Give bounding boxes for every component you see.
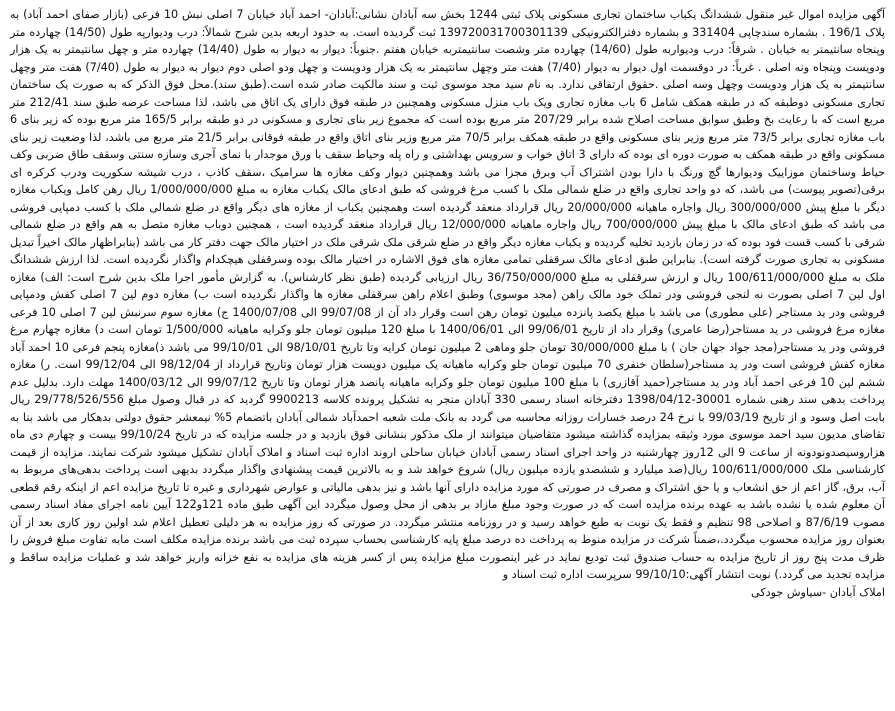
notice-body: آگهی مزایده اموال غیر منقول ششدانگ یکباب ساختمان تجاری مسکونی پلاک ثبتی 1244 بخش سه آبادان نشانی:آبادان- احمد آباد خیابان 7 اصلی نبش 10 فرعی (بازار صفای احمد آباد) به پلاک 196/1 . بشماره سندچاپی 331404 و بشماره دفترالکترونیکی 139720031700301139 ثبت گردیده است. به حدود اربعه بدین شرح شمالاً: درب وديوارپه طول (14/50) چهارده متر وپنجاه سانتیمتر به خیابان . شرقاً: درب وديواربه طول (14/60) چهارده متر وشصت سانتیمتربه خیابان هفتم .جنوباً: ديوار به ديوار به طول (14/40) چهارده متر و چهل سانتیمتر به یک هزار ودویست وپنجاه ونه اصلی . غرباً: در دوقسمت اول ديوار به ديوار (7/40) هفت متر وچهل سانتیمتر به یک هزار ودویست و چهل ودو اصلی دوم ديوار به ديوار به طول (7/40) هفت متر وچهل سانتیمتر به یک هزار ودویست وچهل وسه اصلی .حقوق ارتفاقی ندارد. به نام سید مجد موسوی ثبت و سند مالکیت صادر شده است.(طبق سند).محل فوق الذکر که به صورت یک ساختمان تجاری مسکونی دوطبقه که در طبقه همکف شامل 6 باب مغازه تجاری ویک باب منزل مسکونی وهمچنین در طبقه فوق دارای یک اتاق می باشد، لذا مساحت عرصه طبق سند 212/41 متر مربع است که با رعایت بخ وطبق سوابق مساحت اصلاح شده برابر 207/29 متر مربع بوده است که مجموع زیر بنای تجاری و مسکونی در دو طبقه برابر 165/5 متر مربع بوده که زیر بنای 6 باب مغازه تجاری برابر 73/5 متر مربع وزیر بنای مسکونی واقع در طبقه همکف برابر 70/5 متر مربع وزیر بنای اتاق واقع در طبقه فوقانی برابر 21/5 متر مربع می باشد، لذا وضعیت زیر بنای مسکونی واقع در طبقه همکف به صورت دوره ای بوده که دارای 3 اتاق خواب و سرویس بهداشتی و راه پله وحیاط سقف با ورق موجدار با نمای آجری وسازه سنتی وسقف طاق ضربی وکف حیاط وساختمان موزاییک وديوارها گچ ورنگ با دارا بودن اشتراک آب وبرق مجزا می باشد وهمچنین ديوار وکف مغازه ها سرامیک ،سقف کاذب ، درب شیشه سکوریت ودرب کرکره ای برقی(تصویر پیوست) می باشد، که دو واحد تجاری واقع در ضلع شمالی ملک با کسب مرغ فروشی که طبق ادعای مالک یکباب مغازه به مبلغ 1/000/000/000 ریال رهن کامل ویکباب مغازه دیگر با مبلغ پیش 300/000/000 ریال واجاره ماهیانه 20/000/000 ریال قرارداد منعقد گردیده است وهمچنین یکباب از مغازه های دیگر واقع در ضلع شمالی ملک با کسب دمپایی فروشی می باشد که طبق ادعای مالک با مبلغ پیش 700/000/000 ریال واجاره ماهیانه 12/000/000 ریال قرارداد منعقد گردیده است ، همچنین دوباب مغازه متصل به هم واقع در ضلع شمالی شرقی با کسب قست فود بوده که در زمان بازدید تخلیه گردیده و یکباب مغازه دیگر واقع در ضلع شرقی ملک شرقی ملک در اختیار مالک جهت دفتر کار می باشد (بنابراظهار مالک اخیراً تبدیل مسکونی به تجاری صورت گرفته است). بنابراین طبق ادعای مالک سرقفلی تمامی مغازه های فوق الاشاره در اختیار مالک بوده وسرقفلی هیچکدام واگذار نگردیده است. لذا ارزش ششدانگ ملک به مبلغ 100/611/000/000 ریال و ارزش سرقفلی به مبلغ 36/750/000/000 ریال ارزیابی گردیده (طبق نظر کارشناس). به گزارش مأمور اجرا ملک بدین شرح است: الف) مغازه اول لین 7 اصلی بصورت نه لنجی فروشی ودر تملک خود مالک راهن (مجد موسوی) وطبق اعلام راهن سرقفلی مغازه ها واگذار نگردیده است ب) مغازه دوم لین 7 اصلی کفش ودمپایی فروشی ودر ید مستاجر (علی مطوری) می باشد با مبلغ یکصد پانزده میلیون تومان رهن است وقرار داد آن از 99/07/08 الی 1400/07/08 ج) مغازه سوم سرنبش لین 7 اصلی 10 فرعی مغازه مرغ فروشی در ید مستاجر(رضا عامری) وقرار داد از تاریخ 99/06/01 الی 1400/06/01 با مبلغ 120 میلیون تومان جلو وکرایه ماهیانه 1/500/000 تومان است د) مغازه چهارم مرغ فروشی ودر ید مستاجر(مجد جواد جهان جان ) با مبلغ 30/000/000 تومان جلو وماهی 2 میلیون تومان کرایه وتا تاریخ 98/10/01 الی 99/10/01 می باشد ذ)مغازه پنجم فرعی 10 احمد آباد مغازه کفش فروشی است ودر ید مستاجر(سلطان خنفری 70 میلیون تومان جلو وکرایه ماهیانه یک میلیون دویست هزار تومان وتاریخ قرارداد از 98/12/04 الی 99/12/04 است. ر) مغازه ششم لین 10 فرعی احمد آباد ودر ید مستاجر(حمید آقازری) با مبلغ 100 میلیون تومان جلو وکرایه ماهیانه پانصد هزار تومان وتا تاریخ 99/07/12 الی 1400/03/12 مهلت دارد. بدلیل عدم پرداخت بدهی سند رهنی شماره 30001-1398/04/12 دفترخانه اسناد رسمی 330 آبادان منجر به تشکیل پرونده کلاسه 9900213 گردید که در قبال وصول مبلغ 29/778/526/556 ریال بابت اصل وسود و از تاریخ 99/03/19 با نرخ 24 درصد خسارات روزانه محاسبه می گردد به بانک ملت شعبه احمدآباد شمالی آبادان باتضمام 5% نیمعشر حقوق دولتی بدهکار می باشد بنا به تقاضای مدیون سید احمد موسوی مورد وثیقه بمزایده گذاشته میشود متقاضیان میتوانند از ملک مذکور بنشانی فوق بازدید و در جلسه مزایده که در تاریخ 99/10/24 بیست و چهارم دی ماه هزاروسیصدونودونه از ساعت 9 الی 12روز چهارشنبه در واحد اجرای اسناد رسمی آبادان خیابان ساحلی اروند اداره ثبت اسناد و املاک آبادان تشکیل میشود شرکت نمایند. مزایده از قیمت کارشناسی ملک 100/611/000/000 ریال(صد میلیارد و ششصدو یازده میلیون ریال) شروع خواهد شد و به بالاترین قیمت پیشنهادی واگذار میگردد بدیهی است پرداخت بدهی‌های مربوط به آب، برق، گاز اعم از حق انشعاب و یا حق اشتراک و مصرف در صورتی که مورد مزایده دارای آنها باشد و نیز بدهی مالیاتی و عوارض شهرداری و غیره تا تاریخ مزایده اعم از اینکه رقم قطعی آن معلوم شده یا نشده باشد به عهده برنده مزایده است که در صورت وجود مبلغ مازاد بر بدهی از محل وصول میگردد این آگهی طبق ماده 121و122 آیین نامه اجرای مفاد اسناد رسمی مصوب 87/6/19 و اصلاحی 98 تنظیم و فقط یک نوبت به طبع خواهد رسید و در روزنامه منتشر میگردد. در صورتی که روز مزایده به هر دلیلی تعطیل اعلام شد اولین روز کاری بعد از آن بعنوان روز مزایده محسوب میگردد.،ضمناً شرکت در مزایده منوط به پرداخت ده درصد مبلغ پایه کارشناسی بحساب سپرده ثبت می باشد برنده مزایده مکلف است مابه تفاوت مبلغ فروش را ظرف مدت پنج روز از تاریخ مزایده به حساب صندوق ثبت تودیع نماید در غیر اینصورت مبلغ مزایده پس از کسر هزینه های مزایده به نفع خزانه واریز خواهد شد و عملیات مزایده ساقط و مزایده تجدید می گردد.) نوبت انتشار آگهی:99/10/10 سرپرست اداره ثبت اسناد و xyxy=(10,8,886,581)
notice-signature: املاک آبادان -سیاوش جودکی xyxy=(751,585,885,599)
